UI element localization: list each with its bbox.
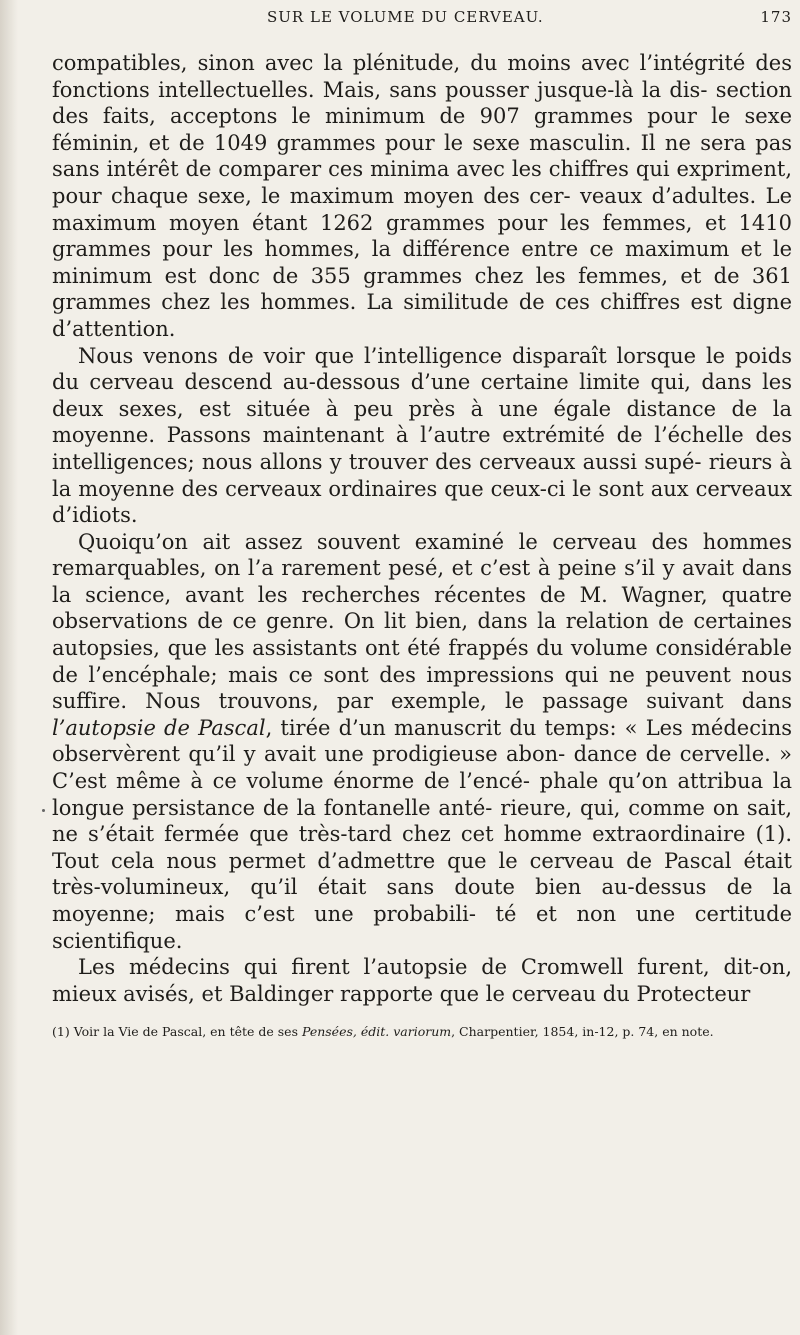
paragraph-3-after-italic: , tirée d’un manuscrit du temps: « Les médecins observèrent qu’il y avait une prodigieuse abon- dance de cervelle. » C’est même à ce volume énorme de l’encé- phale qu’on attribua la longue persistance de la fontanelle anté- rieure, qui, comme on sait, ne s’était fermée que très-tard chez cet homme extraordinaire (1). Tout cela nous permet d’admettre que le cerveau de Pascal était très-volumineux, qu’il était sans doute bien au-dessus de la moyenne; mais c’est une probabili- té et non une certitude scientifique. xyxy=(52,715,792,953)
margin-dot xyxy=(42,809,45,812)
footnote-italic-title: Pensées, édit. variorum xyxy=(301,1024,452,1039)
paragraph-3-before-italic: Quoiqu’on ait assez souvent examiné le cerveau des hommes remarquables, on l’a rarement pesé, et c’est à peine s’il y avait dans la science, avant les recherches récentes de M. Wagner, quatre observations de ce genre. On lit bien, dans la relation de certaines autopsies, que les assistants ont été frappés du volume considérable de l’encéphale; mais ce sont des impressions qui ne peuvent nous suffire. Nous trouvons, par exemple, le passage suivant dans xyxy=(52,529,792,714)
footnote-text-after: , Charpentier, 1854, in-12, p. 74, en note. xyxy=(451,1024,714,1039)
footnote xyxy=(52,1024,792,1040)
running-head: SUR LE VOLUME DU CERVEAU. xyxy=(267,8,544,26)
footnote-label: (1) xyxy=(52,1024,70,1039)
paragraph-3 xyxy=(52,529,792,955)
paragraph-1: compatibles, sinon avec la plénitude, du moins avec l’intégrité des fonctions intellectuelles. Mais, sans pousser jusque-là la dis- section des faits, acceptons le minimum de 907 grammes pour le sexe féminin, et de 1049 grammes pour le sexe masculin. Il ne sera pas sans intérêt de comparer ces minima avec les chiffres qui expriment, pour chaque sexe, le maximum moyen des cer- veaux d’adultes. Le maximum moyen étant 1262 grammes pour les femmes, et 1410 grammes pour les hommes, la différence entre ce maximum et le minimum est donc de 355 grammes chez les femmes, et de 361 grammes chez les hommes. La similitude de ces chiffres est digne d’attention. xyxy=(52,51,792,341)
paragraph-4: Les médecins qui firent l’autopsie de Cromwell furent, dit-on, mieux avisés, et Baldinger rapporte que le cerveau du Protecteur xyxy=(52,955,792,1006)
paragraph-3-italic-phrase: l’autopsie de Pascal xyxy=(52,715,266,740)
main-text xyxy=(52,50,792,1007)
page-header xyxy=(52,6,792,34)
paragraph-2: Nous venons de voir que l’intelligence disparaît lorsque le poids du cerveau descend au-dessous d’une certaine limite qui, dans les deux sexes, est située à peu près à une égale distance de la moyenne. Passons maintenant à l’autre extrémité de l’échelle des intelligences; nous allons y trouver des cerveaux aussi supé- rieurs à la moyenne des cerveaux ordinaires que ceux-ci le sont aux cerveaux d’idiots. xyxy=(52,343,792,528)
page-number: 173 xyxy=(760,8,792,26)
footnote-text-before: Voir la Vie de Pascal, en tête de ses xyxy=(73,1024,302,1039)
page-gutter-shadow xyxy=(0,0,18,1335)
